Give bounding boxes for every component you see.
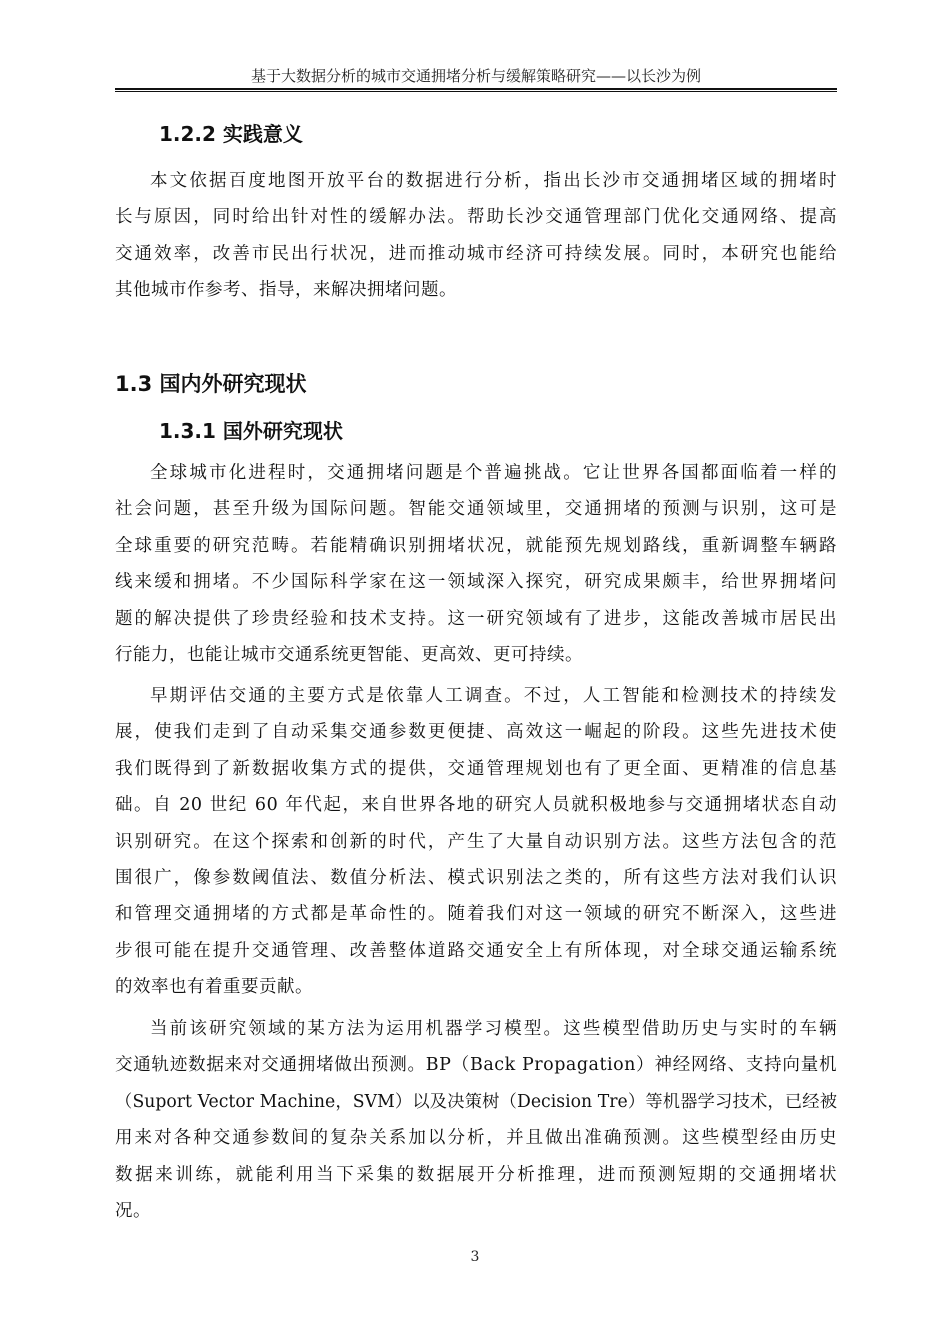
paragraph-foreign-status-1 (115, 455, 837, 673)
paragraph-line: 线来缓和拥堵。不少国际科学家在这一领域深入探究，研究成果颇丰，给世界拥堵问 (115, 572, 837, 593)
paragraph-line: 我们既得到了新数据收集方式的提供，交通管理规划也有了更全面、更精准的信息基 (115, 758, 837, 779)
paragraph-line: 行能力，也能让城市交通系统更智能、更高效、更可持续。 (115, 644, 583, 665)
running-header: 基于大数据分析的城市交通拥堵分析与缓解策略研究——以长沙为例 (250, 67, 701, 85)
paragraph-line: 交通效率，改善市民出行状况，进而推动城市经济可持续发展。同时，本研究也能给 (115, 243, 837, 264)
paragraph-line: 其他城市作参考、指导，来解决拥堵问题。 (115, 280, 457, 301)
section-1-3-heading: 1.3 国内外研究现状 (115, 372, 307, 396)
paragraph-line: 全球城市化进程时，交通拥堵问题是个普遍挑战。它让世界各国都面临着一样的 (150, 463, 837, 483)
paragraph-foreign-status-2 (115, 678, 837, 1006)
paragraph-line: 本文依据百度地图开放平台的数据进行分析，指出长沙市交通拥堵区域的拥堵时 (150, 171, 837, 191)
header-rule (115, 88, 837, 92)
paragraph-line: 当前该研究领域的某方法为运用机器学习模型。这些模型借助历史与实时的车辆 (150, 1019, 837, 1039)
paragraph-line: 围很广，像参数阈值法、数值分析法、模式识别法之类的，所有这些方法对我们认识 (115, 867, 837, 888)
paragraph-practical-significance (115, 163, 837, 309)
paragraph-line: （Suport Vector Machine，SVM）以及决策树（Decision Tre）等机器学习技术，已经被 (115, 1091, 837, 1112)
paragraph-line: 识别研究。在这个探索和创新的时代，产生了大量自动识别方法。这些方法包含的范 (115, 831, 837, 852)
paragraph-foreign-status-3 (115, 1011, 837, 1229)
paragraph-line: 的效率也有着重要贡献。 (115, 977, 313, 998)
paragraph-line: 数据来训练，就能利用当下采集的数据展开分析推理，进而预测短期的交通拥堵状 (115, 1164, 837, 1185)
paragraph-line: 社会问题，甚至升级为国际问题。智能交通领域里，交通拥堵的预测与识别，这可是 (115, 499, 837, 520)
paragraph-line: 况。 (115, 1200, 151, 1221)
paragraph-line: 础。自 20 世纪 60 年代起，来自世界各地的研究人员就积极地参与交通拥堵状态自动 (115, 795, 837, 816)
section-1-2-2-heading: 1.2.2 实践意义 (159, 122, 303, 146)
page-number: 3 (470, 1249, 480, 1265)
paragraph-line: 早期评估交通的主要方式是依靠人工调查。不过，人工智能和检测技术的持续发 (150, 686, 837, 706)
paragraph-line: 全球重要的研究范畴。若能精确识别拥堵状况，就能预先规划路线，重新调整车辆路 (115, 535, 837, 556)
paragraph-line: 步很可能在提升交通管理、改善整体道路交通安全上有所体现，对全球交通运输系统 (115, 940, 837, 961)
section-1-3-1-heading: 1.3.1 国外研究现状 (159, 419, 343, 443)
paragraph-line: 用来对各种交通参数间的复杂关系加以分析，并且做出准确预测。这些模型经由历史 (115, 1128, 837, 1149)
paragraph-line: 和管理交通拥堵的方式都是革命性的。随着我们对这一领域的研究不断深入，这些进 (115, 904, 837, 925)
paragraph-line: 长与原因，同时给出针对性的缓解办法。帮助长沙交通管理部门优化交通网络、提高 (115, 207, 837, 228)
paragraph-line: 交通轨迹数据来对交通拥堵做出预测。BP（Back Propagation）神经网络、支持向量机 (115, 1055, 837, 1076)
paragraph-line: 题的解决提供了珍贵经验和技术支持。这一研究领域有了进步，这能改善城市居民出 (115, 608, 837, 629)
paragraph-line: 展，使我们走到了自动采集交通参数更便捷、高效这一崛起的阶段。这些先进技术使 (115, 722, 837, 743)
